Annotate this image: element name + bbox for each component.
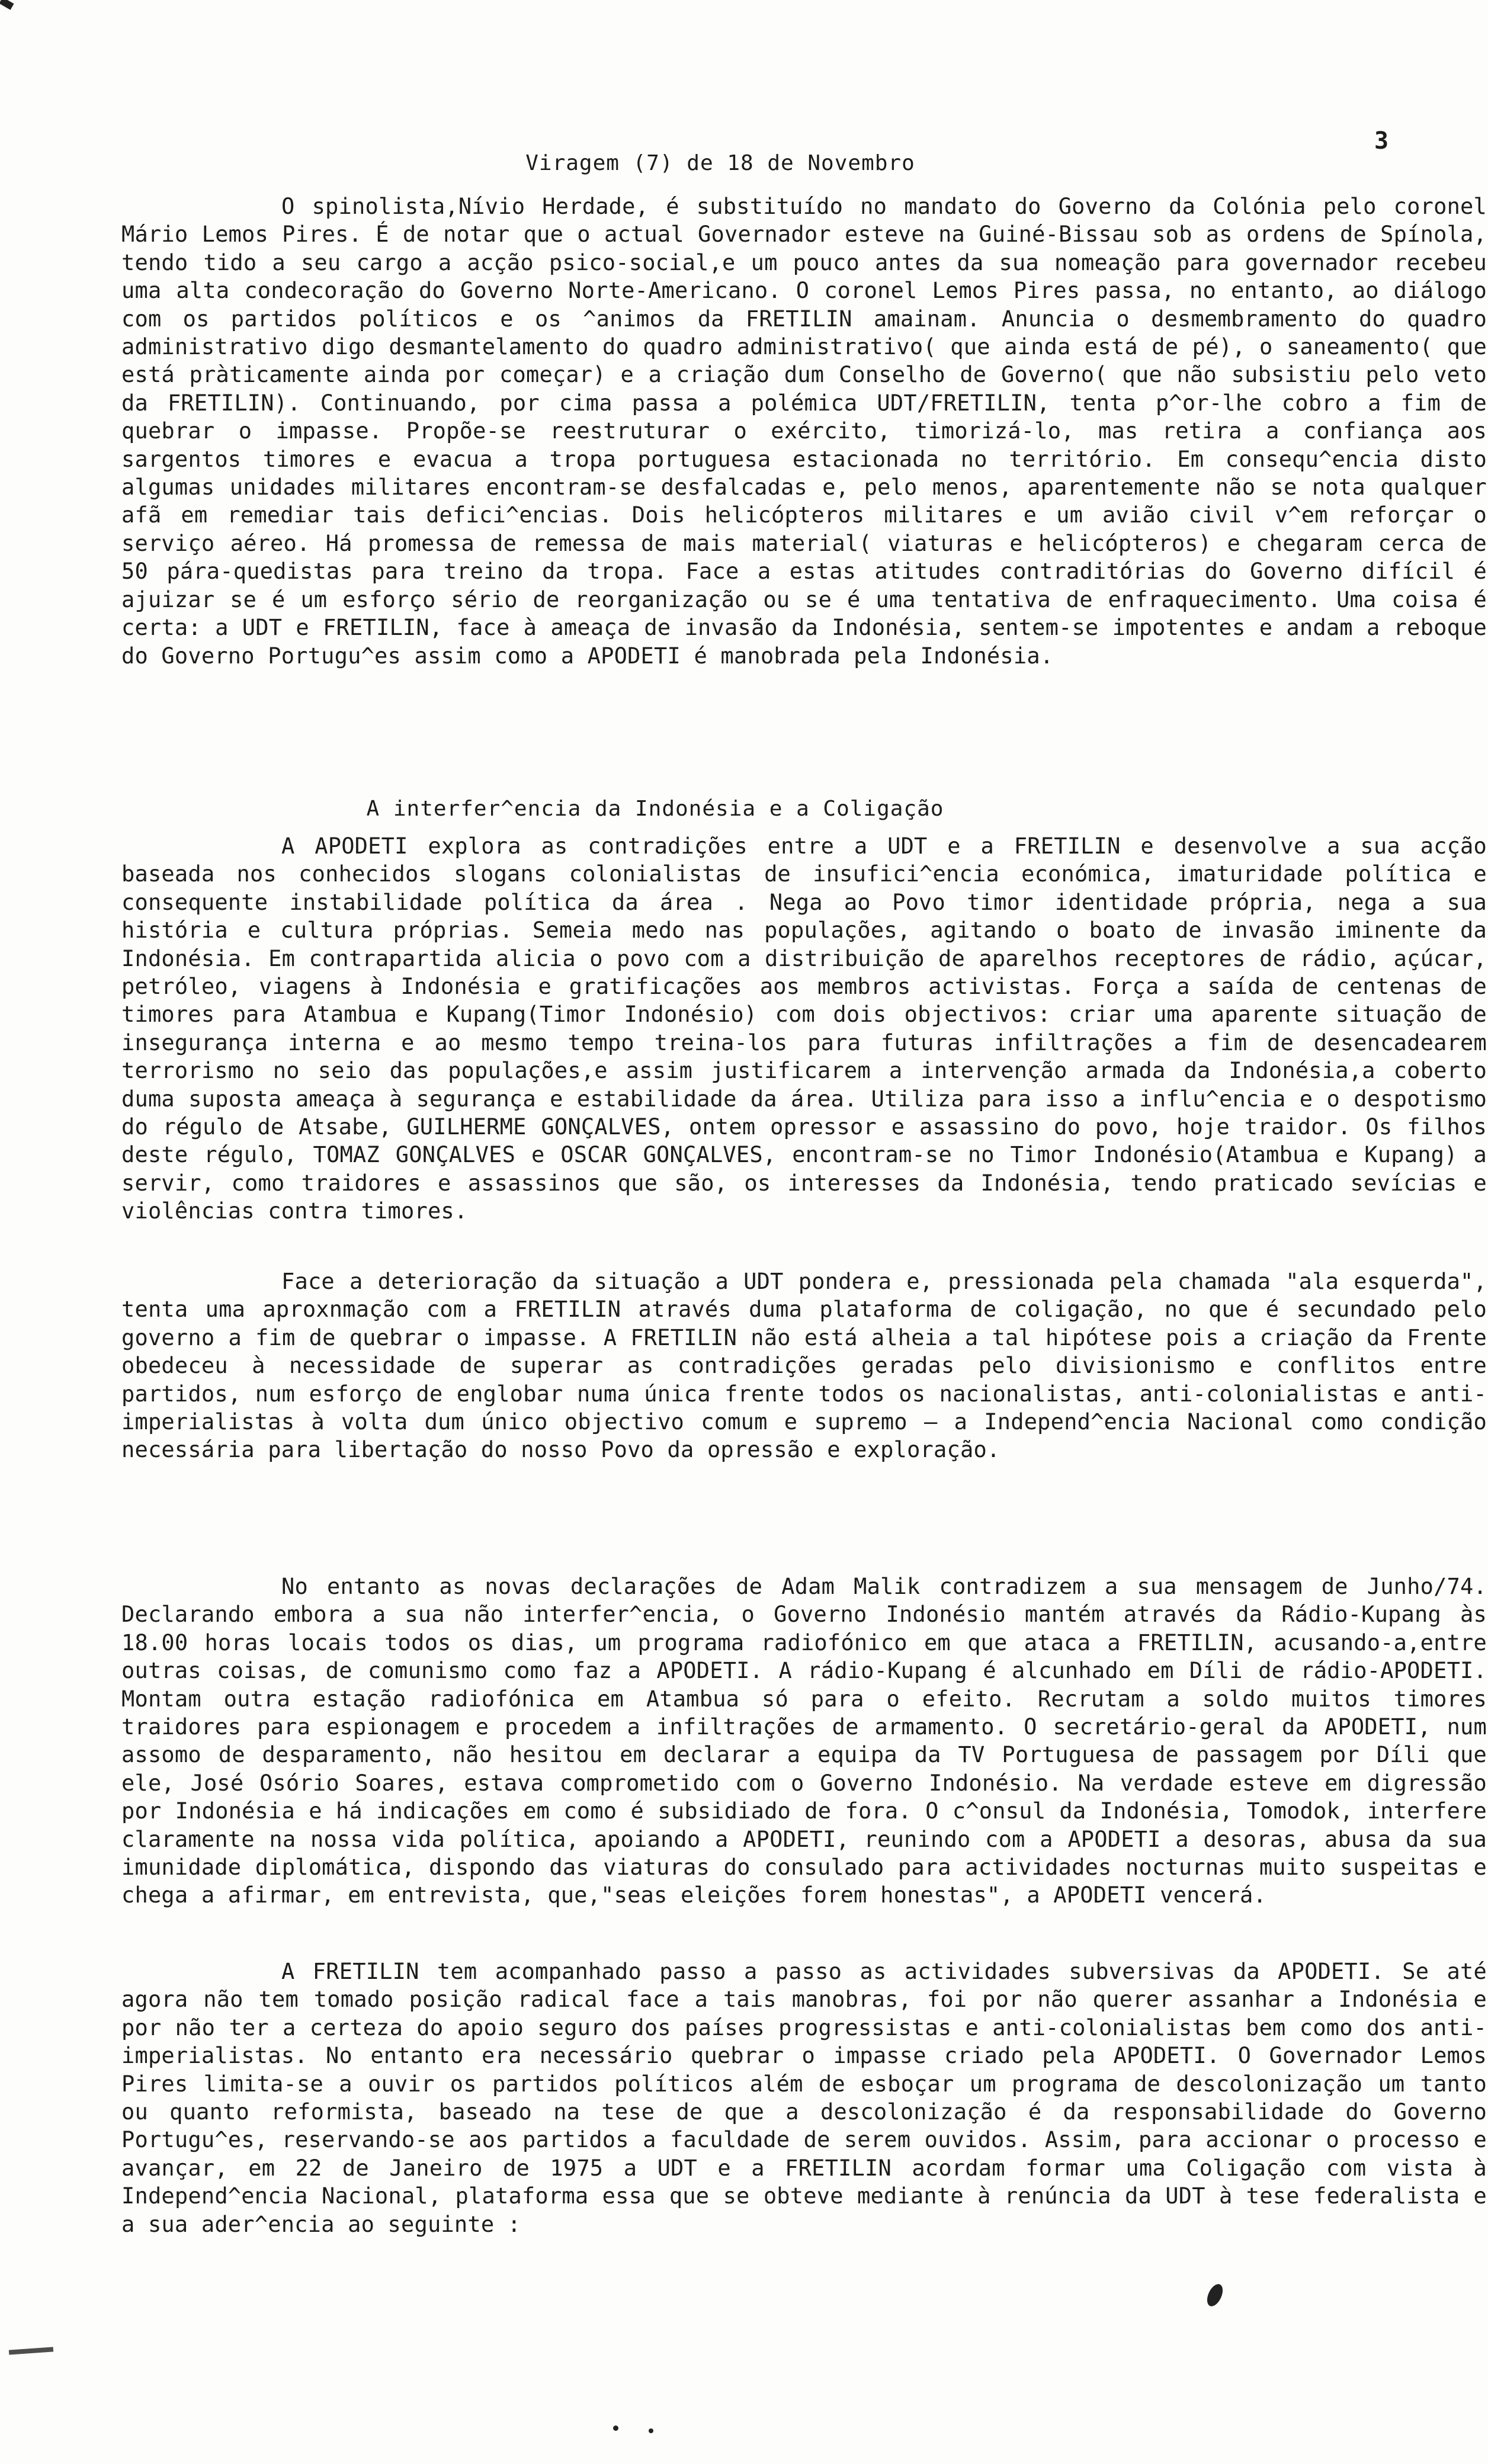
page-number: 3 (1374, 127, 1389, 155)
paragraph-text: No entanto as novas declarações de Adam Malik contradizem a sua mensagem de Junho/74. Declarando embora a sua não interfer^encia, o Governo Indonésio mantém através da Rádio-Kupang às 18.00 horas locais todos os dias, um programa radiofónico em que ataca a FRETILIN, acusando-a,entre outras coisas, de comunismo como faz a APODETI. A rádio-Kupang é alcunhado em Díli de rádio-APODETI. Montam outra estação radiofónica em Atambua só para o efeito. Recrutam a soldo muitos timores traidores para espionagem e procedem a infiltrações de armamento. O secretário-geral da APODETI, num assomo de desparamento, não hesitou em declarar a equipa da TV Portuguesa de passagem por Díli que ele, José Osório Soares, estava comprometido com o Governo Indonésio. Na verdade esteve em digressão por Indonésia e há indicações em como é subsidiado de fora. O c^onsul da Indonésia, Tomodok, interfere claramente na nossa vida política, apoiando a APODETI, reunindo com a APODETI a desoras, abusa da sua imunidade diplomática, dispondo das viaturas do consulado para actividades nocturnas muito suspeitas e chega a afirmar, em entrevista, que,"seas eleições forem honestas", a APODETI vencerá. (121, 1574, 1487, 1908)
paragraph-text: O spinolista,Nívio Herdade, é substituído no mandato do Governo da Colónia pelo coronel Mário Lemos Pires. É de notar que o actual Governador esteve na Guiné-Bissau sob as ordens de Spínola, tendo tido a seu cargo a acção psico-social,e um pouco antes da sua nomeação para governador recebeu uma alta condecoração do Governo Norte-Americano. O coronel Lemos Pires passa, no entanto, ao diálogo com os partidos políticos e os ^animos da FRETILIN amainam. Anuncia o desmembramento do quadro administrativo digo desmantelamento do quadro administrativo( que ainda está de pé), o saneamento( que está pràticamente ainda por começar) e a criação dum Conselho de Governo( que não subsistiu pelo veto da FRETILIN). Continuando, por cima passa a polémica UDT/FRETILIN, tenta p^or-lhe cobro a fim de quebrar o impasse. Propõe-se reestruturar o exército, timorizá-lo, mas retira a confiança aos sargentos timores e evacua a tropa portuguesa estacionada no território. Em consequ^encia disto algumas unidades militares encontram-se desfalcadas e, pelo menos, aparentemente não se nota qualquer afã em remediar tais defici^encias. Dois helicópteros militares e um avião civil v^em reforçar o serviço aéreo. Há promessa de remessa de mais material( viaturas e helicópteros) e chegaram cerca de 50 pára-quedistas para treino da tropa. Face a estas atitudes contraditórias do Governo difícil é ajuizar se é um esforço sério de reorganização ou se é uma tentativa de enfraquecimento. Uma coisa é certa: a UDT e FRETILIN, face à ameaça de invasão da Indonésia, sentem-se impotentes e andam a reboque do Governo Portugu^es assim como a APODETI é manobrada pela Indonésia. (121, 194, 1487, 669)
document-title: Viragem (7) de 18 de Novembro (525, 151, 915, 175)
ink-mark (0, 0, 14, 10)
paragraph-5 (121, 1958, 1487, 2238)
ink-mark (9, 2347, 53, 2354)
ink-blot (1204, 2282, 1226, 2309)
paragraph-3 (121, 1268, 1487, 1464)
paragraph-4 (121, 1573, 1487, 1910)
ink-dot (613, 2426, 618, 2431)
paragraph-2 (121, 832, 1487, 1225)
ink-dot (649, 2428, 653, 2433)
section-heading: A interfer^encia da Indonésia e a Coligação (366, 797, 944, 821)
paragraph-text: A FRETILIN tem acompanhado passo a passo as actividades subversivas da APODETI. Se até agora não tem tomado posição radical face a tais manobras, foi por não querer assanhar a Indonésia e por não ter a certeza do apoio seguro dos países progressistas e anti-colonialistas bem como dos anti-imperialistas. No entanto era necessário quebrar o impasse criado pela APODETI. O Governador Lemos Pires limita-se a ouvir os partidos políticos além de esboçar um programa de descolonização um tanto ou quanto reformista, baseado na tese de que a descolonização é da responsabilidade do Governo Portugu^es, reservando-se aos partidos a faculdade de serem ouvidos. Assim, para accionar o processo e avançar, em 22 de Janeiro de 1975 a UDT e a FRETILIN acordam formar uma Coligação com vista à Independ^encia Nacional, plataforma essa que se obteve mediante à renúncia da UDT à tese federalista e a sua ader^encia ao seguinte : (121, 1959, 1487, 2237)
paragraph-1 (121, 192, 1487, 670)
paragraph-text: A APODETI explora as contradições entre a UDT e a FRETILIN e desenvolve a sua acção baseada nos conhecidos slogans colonialistas de insufici^encia económica, imaturidade política e consequente instabilidade política da área . Nega ao Povo timor identidade própria, nega a sua história e cultura próprias. Semeia medo nas populações, agitando o boato de invasão iminente da Indonésia. Em contrapartida alicia o povo com a distribuição de aparelhos receptores de rádio, açúcar, petróleo, viagens à Indonésia e gratificações aos membros activistas. Força a saída de centenas de timores para Atambua e Kupang(Timor Indonésio) com dois objectivos: criar uma aparente situação de insegurança interna e ao mesmo tempo treina-los para futuras infiltrações a fim de desencadearem terrorismo no seio das populações,e assim justificarem a intervenção armada da Indonésia,a coberto duma suposta ameaça à segurança e estabilidade da área. Utiliza para isso a influ^encia e o despotismo do régulo de Atsabe, GUILHERME GONÇALVES, ontem opressor e assassino do povo, hoje traidor. Os filhos deste régulo, TOMAZ GONÇALVES e OSCAR GONÇALVES, encontram-se no Timor Indonésio(Atambua e Kupang) a servir, como traidores e assassinos que são, os interesses da Indonésia, tendo praticado sevícias e violências contra timores. (121, 833, 1487, 1224)
paragraph-text: Face a deterioração da situação a UDT pondera e, pressionada pela chamada "ala esquerda", tenta uma aproxnmação com a FRETILIN através duma plataforma de coligação, no que é secundado pelo governo a fim de quebrar o impasse. A FRETILIN não está alheia a tal hipótese pois a criação da Frente obedeceu à necessidade de superar as contradições geradas pelo divisionismo e conflitos entre partidos, num esforço de englobar numa única frente todos os nacionalistas, anti-colonialistas e anti-imperialistas à volta dum único objectivo comum e supremo – a Independ^encia Nacional como condição necessária para libertação do nosso Povo da opressão e exploração. (121, 1269, 1487, 1463)
